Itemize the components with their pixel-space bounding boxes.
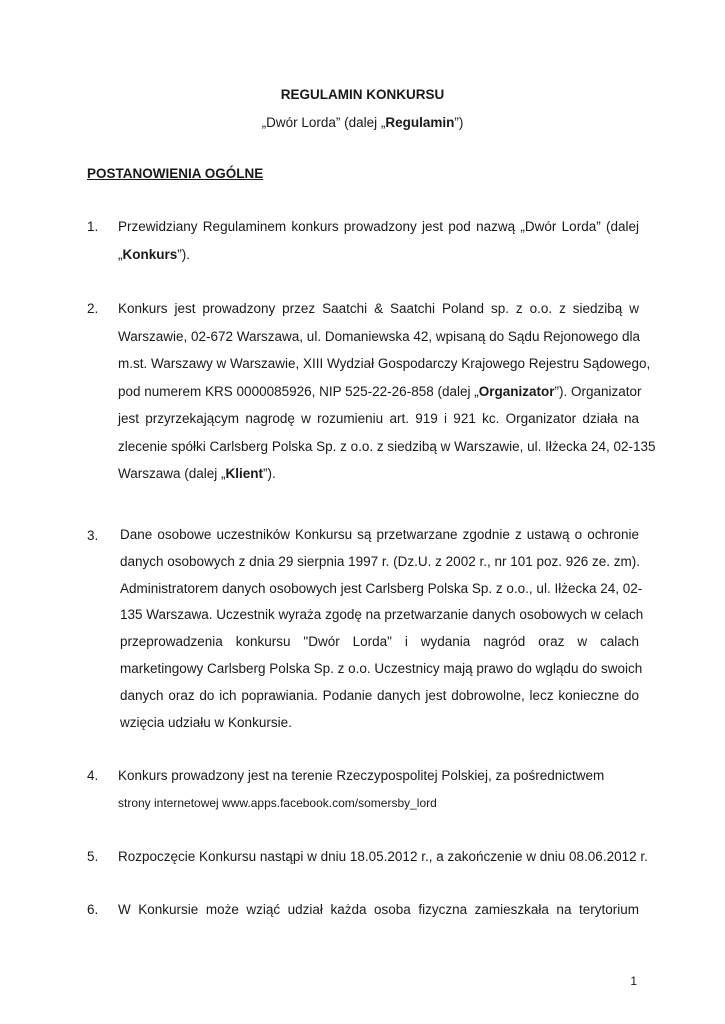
text-line: Administratorem danych osobowych jest Carlsberg Polska Sp. z o.o., ul. Iłżecka 24, 02- <box>120 580 643 596</box>
subtitle-prefix: „Dwór Lorda” (dalej „ <box>261 115 386 130</box>
text-line-rich: Warszawa (dalej „Klient”). <box>118 466 276 481</box>
text-line: Konkurs prowadzony jest na terenie Rzeczypospolitej Polskiej, za pośrednictwem <box>118 768 605 783</box>
item-text <box>118 896 639 924</box>
item-text <box>118 213 639 268</box>
text-line: 135 Warszawa. Uczestnik wyraża zgodę na przetwarzanie danych osobowych w celach <box>120 607 644 623</box>
item-number: 3. <box>87 528 99 543</box>
defined-term: Klient <box>225 466 264 481</box>
text-line: danych oraz do ich poprawiania. Podanie danych jest dobrowolne, lecz konieczne do <box>120 687 639 703</box>
text-line: przeprowadzenia konkursu "Dwór Lorda" i wydania nagród oraz w calach <box>120 634 639 650</box>
item-number: 5. <box>87 849 99 864</box>
item-number: 6. <box>87 902 99 917</box>
text-line: Przewidziany Regulaminem konkurs prowadzony jest pod nazwą „Dwór Lorda” (dalej <box>118 219 639 234</box>
text-line: marketingowy Carlsberg Polska Sp. z o.o. Uczestnicy mają prawo do wglądu do swoich <box>120 660 643 676</box>
subtitle-bold-term: Regulamin <box>385 115 455 130</box>
section-heading: POSTANOWIENIA OGÓLNE <box>87 166 264 181</box>
item-number: 4. <box>87 768 99 783</box>
text-line: m.st. Warszawy w Warszawie, XIII Wydział Gospodarczy Krajowego Rejestru Sądowego, <box>118 356 651 371</box>
text-line: jest przyrzekającym nagrodę w rozumieniu art. 919 i 921 kc. Organizator działa na <box>118 411 639 426</box>
text-line: wzięcia udziału w Konkursie. <box>120 714 292 730</box>
text-line-rich: „Konkurs”). <box>118 246 191 262</box>
url-line: strony internetowej www.apps.facebook.com/somersby_lord <box>118 795 437 810</box>
subtitle-suffix: ”) <box>454 115 464 130</box>
text-line: Konkurs jest prowadzony przez Saatchi & Saatchi Poland sp. z o.o. z siedzibą w <box>118 301 639 316</box>
text-line: Rozpoczęcie Konkursu nastąpi w dniu 18.05.2012 r., a zakończenie w dniu 08.06.2012 r. <box>118 849 648 864</box>
page-number: 1 <box>630 974 637 988</box>
text-line: Dane osobowe uczestników Konkursu są przetwarzane zgodnie z ustawą o ochronie <box>120 527 639 542</box>
item-text <box>118 762 639 817</box>
defined-term: Konkurs <box>122 246 178 262</box>
document-subtitle <box>0 115 725 130</box>
item-number: 2. <box>87 301 99 316</box>
item-text <box>118 295 656 488</box>
text-line: danych osobowych z dnia 29 sierpnia 1997 r. (Dz.U. z 2002 r., nr 101 poz. 926 ze. zm). <box>120 553 641 569</box>
defined-term: Organizator <box>478 383 555 399</box>
item-text <box>120 522 644 736</box>
document-title: REGULAMIN KONKURSU <box>280 87 445 102</box>
text-line-rich: pod numerem KRS 0000085926, NIP 525-22-26-858 (dalej „Organizator”). Organizator <box>118 383 642 399</box>
item-text <box>118 843 648 871</box>
text-line: Warszawie, 02-672 Warszawa, ul. Domaniewska 42, wpisaną do Sądu Rejonowego dla <box>118 328 641 344</box>
item-number: 1. <box>87 219 99 234</box>
text-line: zlecenie spółki Carlsberg Polska Sp. z o.o. z siedzibą w Warszawie, ul. Iłżecka 24, 02-135 <box>118 438 656 454</box>
text-line: W Konkursie może wziąć udział każda osoba fizyczna zamieszkała na terytorium <box>118 902 639 917</box>
